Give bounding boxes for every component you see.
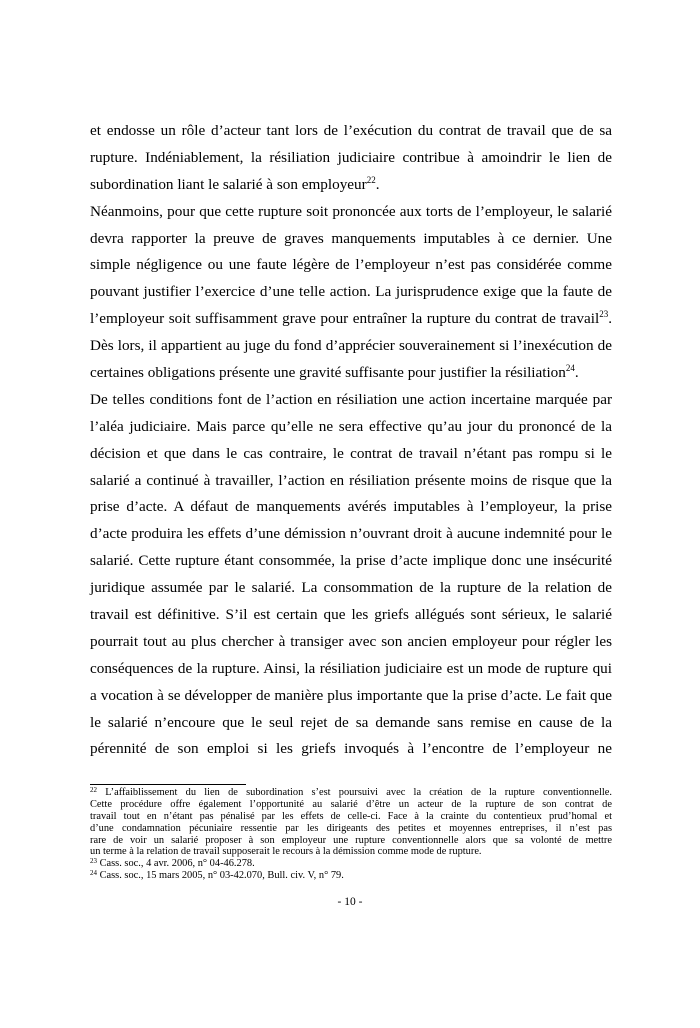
body-line: d’acte produira les effets d’une démission n’ouvrant droit à aucune indemnité pour le [90, 525, 612, 543]
body-line: a vocation à se développer de manière plus importante que la prise d’acte. Le fait que [90, 686, 612, 704]
footnote-line: rare de voir un salarié proposer à son employeur une rupture conventionnelle alors que sa volonté de mettre [90, 834, 612, 846]
body-line: Dès lors, il appartient au juge du fond d’apprécier souverainement si l’inexécution de [90, 337, 612, 355]
body-line: devra rapporter la preuve de graves manquements imputables à ce dernier. Une [90, 229, 612, 247]
footnote-ref-22[interactable]: 22 [366, 174, 376, 185]
body-line: Néanmoins, pour que cette rupture soit prononcée aux torts de l’employeur, le salarié [90, 202, 612, 220]
body-line: certaines obligations présente une gravité suffisante pour justifier la résiliation$^{24}$. [90, 363, 579, 382]
footnotes [90, 787, 612, 882]
footnote-22: $^{22}$ L’affaiblissement du lien de subordination s’est poursuivi avec la création de la rupture conventionnelle. [90, 786, 612, 798]
footnote-24: $^{24}$ Cass. soc., 15 mars 2005, n° 03-42.070, Bull. civ. V, n° 79. [90, 869, 344, 882]
body-line: salarié a continué à travailler, l’action en résiliation présente moins de risque que la [90, 471, 612, 489]
footnote-ref-24[interactable]: 24 [565, 363, 575, 374]
page-number: - 10 - [337, 896, 363, 908]
footnote-line: travail tout en n’étant pas pénalisé par les effets de celle-ci. Face à la crainte du contentieux prud’homal et [90, 810, 612, 822]
body-line: l’aléa judiciaire. Mais parce qu’elle ne sera effective qu’au jour du prononcé de la [90, 417, 612, 435]
body-line: pouvant justifier l’exercice d’une telle action. La jurisprudence exige que la faute de [90, 283, 612, 301]
body-text [90, 118, 612, 763]
footnote-line: un terme à la relation de travail supposerait le recours à la démission comme mode de rupture. [90, 846, 482, 858]
footnote-line: Cette procédure offre également l’opportunité au salarié d’être un acteur de la rupture de son contrat de [90, 798, 612, 810]
body-line: conséquences de la rupture. Ainsi, la résiliation judiciaire est un mode de rupture qui [90, 659, 612, 677]
body-line: subordination liant le salarié à son employeur$^{22}$. [90, 174, 380, 193]
body-line: simple négligence ou une faute légère de l’employeur n’est pas considérée comme [90, 256, 612, 274]
body-line: rupture. Indéniablement, la résiliation judiciaire contribue à amoindrir le lien de [90, 148, 612, 166]
body-line: De telles conditions font de l’action en résiliation une action incertaine marquée par [90, 390, 612, 408]
body-line: juridique assumée par le salarié. La consommation de la rupture de la relation de [90, 579, 612, 597]
body-line: pérennité de son emploi si les griefs invoqués à l’encontre de l’employeur ne [90, 740, 612, 758]
footnote-ref-23[interactable]: 23 [599, 309, 609, 320]
body-line: salarié. Cette rupture étant consommée, la prise d’acte implique donc une insécurité [90, 552, 612, 570]
body-line: l’employeur soit suffisamment grave pour entraîner la rupture du contrat de travail$^{23}$. [90, 309, 612, 328]
body-line: travail est définitive. S’il est certain que les griefs allégués sont sérieux, le salarié [90, 606, 612, 624]
body-line: le salarié n’encoure que le seul rejet de sa demande sans remise en cause de la [90, 713, 612, 731]
body-line: et endosse un rôle d’acteur tant lors de l’exécution du contrat de travail que de sa [90, 122, 612, 139]
footnote-separator [90, 784, 246, 785]
body-line: décision et que dans le cas contraire, le contrat de travail n’étant pas rompu si le [90, 444, 612, 462]
footnote-line: d’une condamnation pécuniaire ressentie par les dirigeants des petites et moyennes entreprises, il n’est pas [90, 822, 612, 834]
body-line: prise d’acte. A défaut de manquements avérés imputables à l’employeur, la prise [90, 498, 612, 516]
footnote-23: $^{23}$ Cass. soc., 4 avr. 2006, n° 04-46.278. [90, 857, 255, 870]
body-line: pourrait tout au plus chercher à transiger avec son ancien employeur pour régler les [90, 632, 612, 650]
